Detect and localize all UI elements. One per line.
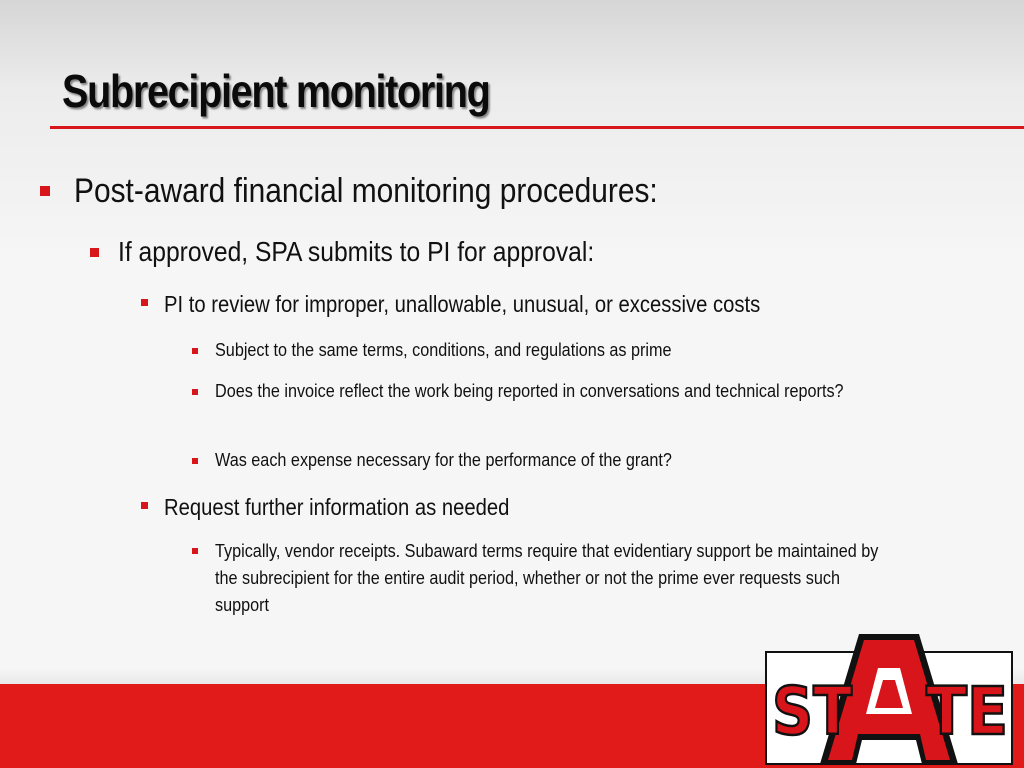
bullet-marker — [192, 389, 198, 395]
bullet-item: Does the invoice reflect the work being reported in conversations and technical reports? — [215, 381, 844, 401]
svg-text:TE: TE — [926, 673, 1008, 750]
bullet-marker — [192, 548, 198, 554]
bullet-item: Request further information as needed — [164, 494, 510, 520]
bullet-marker — [40, 186, 50, 196]
title-underline — [50, 126, 1024, 129]
bullet-item: PI to review for improper, unallowable, unusual, or excessive costs — [164, 291, 761, 317]
svg-text:ST: ST — [772, 673, 852, 750]
slide-title: Subrecipient monitoring — [62, 65, 490, 117]
state-logo — [762, 628, 1016, 768]
bullet-item: Post-award financial monitoring procedures: — [74, 172, 658, 210]
bullet-marker — [141, 502, 148, 509]
bullet-marker — [90, 248, 99, 257]
bullet-item: If approved, SPA submits to PI for approval: — [118, 236, 595, 267]
bullet-item: Was each expense necessary for the performance of the grant? — [215, 450, 672, 470]
bullet-marker — [192, 348, 198, 354]
bullet-item: Typically, vendor receipts. Subaward terms require that evidentiary support be maintained by the subrecipient for the entire audit period, whether or not the prime ever requests such support — [215, 541, 879, 615]
bullet-item: Subject to the same terms, conditions, and regulations as prime — [215, 340, 672, 360]
bullet-marker — [192, 458, 198, 464]
bullet-marker — [141, 299, 148, 306]
